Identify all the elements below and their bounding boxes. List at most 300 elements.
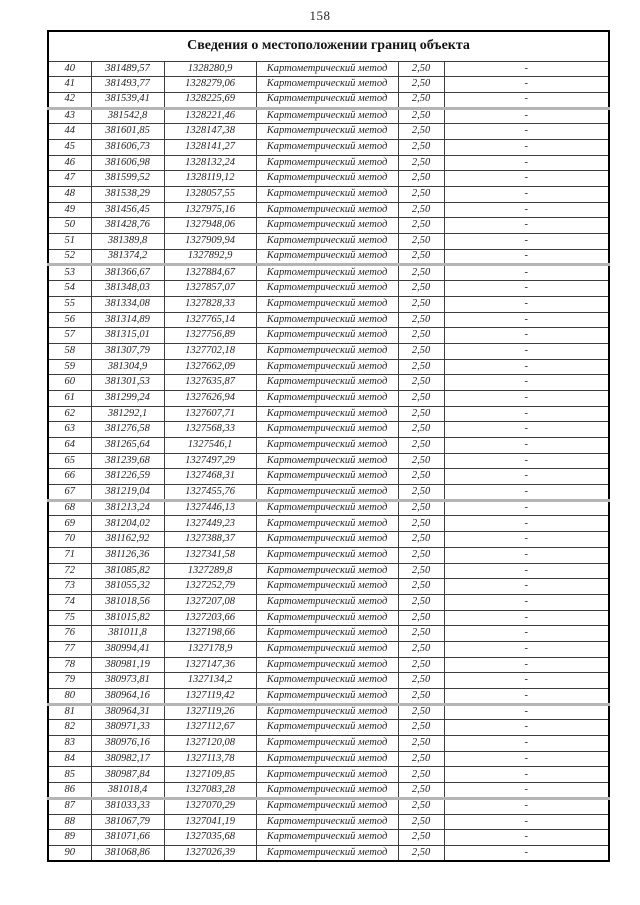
- method-cell: Картометрический метод: [256, 547, 398, 563]
- precision-cell: 2,50: [398, 312, 444, 328]
- coord-y-cell: 1327892,9: [164, 249, 256, 265]
- coord-y-cell: 1327178,9: [164, 641, 256, 657]
- precision-cell: 2,50: [398, 814, 444, 830]
- coord-y-cell: 1327207,08: [164, 594, 256, 610]
- method-cell: Картометрический метод: [256, 375, 398, 391]
- method-cell: Картометрический метод: [256, 202, 398, 218]
- table-row: [48, 343, 609, 359]
- note-cell: -: [444, 108, 609, 124]
- note-cell: -: [444, 689, 609, 705]
- method-cell: Картометрический метод: [256, 265, 398, 281]
- note-cell: -: [444, 673, 609, 689]
- table-row: [48, 453, 609, 469]
- coord-y-cell: 1327134,2: [164, 673, 256, 689]
- precision-cell: 2,50: [398, 249, 444, 265]
- point-number-cell: 64: [48, 438, 91, 454]
- precision-cell: 2,50: [398, 171, 444, 187]
- coord-x-cell: 381299,24: [91, 390, 164, 406]
- table-row: [48, 438, 609, 454]
- coord-x-cell: 381068,86: [91, 845, 164, 861]
- point-number-cell: 40: [48, 61, 91, 77]
- point-number-cell: 68: [48, 500, 91, 516]
- method-cell: Картометрический метод: [256, 422, 398, 438]
- coord-y-cell: 1327468,31: [164, 469, 256, 485]
- table-row: [48, 61, 609, 77]
- coord-x-cell: 381018,4: [91, 783, 164, 799]
- coord-x-cell: 381276,58: [91, 422, 164, 438]
- point-number-cell: 67: [48, 485, 91, 501]
- coord-x-cell: 381071,66: [91, 830, 164, 846]
- point-number-cell: 87: [48, 798, 91, 814]
- coord-y-cell: 1327635,87: [164, 375, 256, 391]
- coord-y-cell: 1327198,66: [164, 626, 256, 642]
- method-cell: Картометрический метод: [256, 673, 398, 689]
- table-row: [48, 798, 609, 814]
- coord-y-cell: 1327203,66: [164, 610, 256, 626]
- note-cell: -: [444, 171, 609, 187]
- note-cell: -: [444, 500, 609, 516]
- note-cell: -: [444, 814, 609, 830]
- note-cell: -: [444, 249, 609, 265]
- point-number-cell: 89: [48, 830, 91, 846]
- coord-x-cell: 381374,2: [91, 249, 164, 265]
- note-cell: -: [444, 343, 609, 359]
- note-cell: -: [444, 704, 609, 720]
- note-cell: -: [444, 516, 609, 532]
- precision-cell: 2,50: [398, 265, 444, 281]
- method-cell: Картометрический метод: [256, 406, 398, 422]
- method-cell: Картометрический метод: [256, 783, 398, 799]
- note-cell: -: [444, 798, 609, 814]
- table-row: [48, 469, 609, 485]
- point-number-cell: 72: [48, 563, 91, 579]
- coord-y-cell: 1327119,26: [164, 704, 256, 720]
- coord-y-cell: 1328279,06: [164, 77, 256, 93]
- coord-y-cell: 1327388,37: [164, 532, 256, 548]
- note-cell: -: [444, 375, 609, 391]
- point-number-cell: 43: [48, 108, 91, 124]
- precision-cell: 2,50: [398, 547, 444, 563]
- note-cell: -: [444, 312, 609, 328]
- precision-cell: 2,50: [398, 155, 444, 171]
- note-cell: -: [444, 720, 609, 736]
- note-cell: -: [444, 594, 609, 610]
- point-number-cell: 46: [48, 155, 91, 171]
- table-row: [48, 767, 609, 783]
- coord-y-cell: 1327449,23: [164, 516, 256, 532]
- precision-cell: 2,50: [398, 736, 444, 752]
- method-cell: Картометрический метод: [256, 328, 398, 344]
- point-number-cell: 83: [48, 736, 91, 752]
- precision-cell: 2,50: [398, 720, 444, 736]
- precision-cell: 2,50: [398, 673, 444, 689]
- precision-cell: 2,50: [398, 657, 444, 673]
- coord-x-cell: 381304,9: [91, 359, 164, 375]
- method-cell: Картометрический метод: [256, 579, 398, 595]
- point-number-cell: 82: [48, 720, 91, 736]
- table-row: [48, 312, 609, 328]
- table-row: [48, 689, 609, 705]
- point-number-cell: 86: [48, 783, 91, 799]
- coord-x-cell: 381601,85: [91, 124, 164, 140]
- method-cell: Картометрический метод: [256, 92, 398, 108]
- table-row: [48, 673, 609, 689]
- table-row: [48, 814, 609, 830]
- coord-y-cell: 1327546,1: [164, 438, 256, 454]
- table-row: [48, 124, 609, 140]
- method-cell: Картометрический метод: [256, 720, 398, 736]
- table-row: [48, 736, 609, 752]
- coord-x-cell: 381213,24: [91, 500, 164, 516]
- precision-cell: 2,50: [398, 77, 444, 93]
- point-number-cell: 45: [48, 139, 91, 155]
- coord-y-cell: 1327112,67: [164, 720, 256, 736]
- note-cell: -: [444, 438, 609, 454]
- table-row: [48, 359, 609, 375]
- table-row: [48, 234, 609, 250]
- point-number-cell: 59: [48, 359, 91, 375]
- precision-cell: 2,50: [398, 390, 444, 406]
- table-row: [48, 171, 609, 187]
- note-cell: -: [444, 830, 609, 846]
- method-cell: Картометрический метод: [256, 830, 398, 846]
- coord-x-cell: 381315,01: [91, 328, 164, 344]
- point-number-cell: 84: [48, 751, 91, 767]
- note-cell: -: [444, 406, 609, 422]
- method-cell: Картометрический метод: [256, 845, 398, 861]
- table-row: [48, 641, 609, 657]
- precision-cell: 2,50: [398, 641, 444, 657]
- note-cell: -: [444, 422, 609, 438]
- method-cell: Картометрический метод: [256, 312, 398, 328]
- point-number-cell: 80: [48, 689, 91, 705]
- coord-y-cell: 1327026,39: [164, 845, 256, 861]
- coord-y-cell: 1327884,67: [164, 265, 256, 281]
- point-number-cell: 48: [48, 187, 91, 203]
- coord-x-cell: 381226,59: [91, 469, 164, 485]
- precision-cell: 2,50: [398, 626, 444, 642]
- method-cell: Картометрический метод: [256, 61, 398, 77]
- precision-cell: 2,50: [398, 469, 444, 485]
- coord-y-cell: 1328057,55: [164, 187, 256, 203]
- table-row: [48, 202, 609, 218]
- coord-y-cell: 1327607,71: [164, 406, 256, 422]
- precision-cell: 2,50: [398, 453, 444, 469]
- note-cell: -: [444, 845, 609, 861]
- method-cell: Картометрический метод: [256, 563, 398, 579]
- coord-x-cell: 380976,16: [91, 736, 164, 752]
- note-cell: -: [444, 610, 609, 626]
- point-number-cell: 51: [48, 234, 91, 250]
- precision-cell: 2,50: [398, 139, 444, 155]
- coord-y-cell: 1327041,19: [164, 814, 256, 830]
- table-row: [48, 77, 609, 93]
- coord-y-cell: 1327857,07: [164, 281, 256, 297]
- table-row: [48, 406, 609, 422]
- point-number-cell: 53: [48, 265, 91, 281]
- coord-x-cell: 381348,03: [91, 281, 164, 297]
- coord-x-cell: 380973,81: [91, 673, 164, 689]
- point-number-cell: 60: [48, 375, 91, 391]
- table-title: Сведения о местоположении границ объекта: [48, 31, 609, 61]
- note-cell: -: [444, 390, 609, 406]
- table-row: [48, 626, 609, 642]
- table-row: [48, 155, 609, 171]
- method-cell: Картометрический метод: [256, 469, 398, 485]
- table-row: [48, 830, 609, 846]
- precision-cell: 2,50: [398, 689, 444, 705]
- coord-x-cell: 381033,33: [91, 798, 164, 814]
- precision-cell: 2,50: [398, 594, 444, 610]
- coord-x-cell: 381428,76: [91, 218, 164, 234]
- coord-y-cell: 1327975,16: [164, 202, 256, 218]
- method-cell: Картометрический метод: [256, 594, 398, 610]
- coord-y-cell: 1328280,9: [164, 61, 256, 77]
- point-number-cell: 49: [48, 202, 91, 218]
- table-row: [48, 92, 609, 108]
- coord-y-cell: 1327119,42: [164, 689, 256, 705]
- coord-y-cell: 1327109,85: [164, 767, 256, 783]
- coord-x-cell: 380994,41: [91, 641, 164, 657]
- table-row: [48, 579, 609, 595]
- method-cell: Картометрический метод: [256, 281, 398, 297]
- table-row: [48, 422, 609, 438]
- precision-cell: 2,50: [398, 61, 444, 77]
- coord-x-cell: 381542,8: [91, 108, 164, 124]
- coord-y-cell: 1327756,89: [164, 328, 256, 344]
- note-cell: -: [444, 453, 609, 469]
- coord-x-cell: 381314,89: [91, 312, 164, 328]
- table-row: [48, 500, 609, 516]
- coord-x-cell: 381015,82: [91, 610, 164, 626]
- precision-cell: 2,50: [398, 783, 444, 799]
- table-row: [48, 375, 609, 391]
- precision-cell: 2,50: [398, 187, 444, 203]
- table-row: [48, 218, 609, 234]
- table-row: [48, 563, 609, 579]
- coord-y-cell: 1327702,18: [164, 343, 256, 359]
- precision-cell: 2,50: [398, 281, 444, 297]
- method-cell: Картометрический метод: [256, 798, 398, 814]
- precision-cell: 2,50: [398, 579, 444, 595]
- method-cell: Картометрический метод: [256, 657, 398, 673]
- point-number-cell: 63: [48, 422, 91, 438]
- table-row: [48, 547, 609, 563]
- precision-cell: 2,50: [398, 375, 444, 391]
- coord-y-cell: 1328147,38: [164, 124, 256, 140]
- coord-x-cell: 381456,45: [91, 202, 164, 218]
- page-number: 158: [309, 8, 331, 23]
- point-number-cell: 66: [48, 469, 91, 485]
- note-cell: -: [444, 187, 609, 203]
- table-row: [48, 720, 609, 736]
- method-cell: Картометрический метод: [256, 704, 398, 720]
- point-number-cell: 65: [48, 453, 91, 469]
- method-cell: Картометрический метод: [256, 234, 398, 250]
- method-cell: Картометрический метод: [256, 500, 398, 516]
- coord-y-cell: 1327828,33: [164, 296, 256, 312]
- note-cell: -: [444, 359, 609, 375]
- note-cell: -: [444, 281, 609, 297]
- coord-x-cell: 381292,1: [91, 406, 164, 422]
- precision-cell: 2,50: [398, 92, 444, 108]
- precision-cell: 2,50: [398, 563, 444, 579]
- precision-cell: 2,50: [398, 516, 444, 532]
- coord-y-cell: 1328119,12: [164, 171, 256, 187]
- coord-x-cell: 380987,84: [91, 767, 164, 783]
- precision-cell: 2,50: [398, 830, 444, 846]
- note-cell: -: [444, 139, 609, 155]
- point-number-cell: 79: [48, 673, 91, 689]
- table-title-row: [48, 31, 609, 61]
- note-cell: -: [444, 767, 609, 783]
- note-cell: -: [444, 124, 609, 140]
- coord-y-cell: 1328225,69: [164, 92, 256, 108]
- point-number-cell: 52: [48, 249, 91, 265]
- point-number-cell: 42: [48, 92, 91, 108]
- point-number-cell: 78: [48, 657, 91, 673]
- precision-cell: 2,50: [398, 845, 444, 861]
- coord-y-cell: 1327341,58: [164, 547, 256, 563]
- coord-y-cell: 1327035,68: [164, 830, 256, 846]
- method-cell: Картометрический метод: [256, 516, 398, 532]
- precision-cell: 2,50: [398, 202, 444, 218]
- point-number-cell: 62: [48, 406, 91, 422]
- coord-y-cell: 1328221,46: [164, 108, 256, 124]
- point-number-cell: 85: [48, 767, 91, 783]
- note-cell: -: [444, 92, 609, 108]
- coord-y-cell: 1328132,24: [164, 155, 256, 171]
- coord-y-cell: 1327626,94: [164, 390, 256, 406]
- point-number-cell: 73: [48, 579, 91, 595]
- table-row: [48, 845, 609, 861]
- coord-x-cell: 381366,67: [91, 265, 164, 281]
- coord-x-cell: 381162,92: [91, 532, 164, 548]
- note-cell: -: [444, 641, 609, 657]
- precision-cell: 2,50: [398, 328, 444, 344]
- coord-x-cell: 381301,53: [91, 375, 164, 391]
- coord-x-cell: 381599,52: [91, 171, 164, 187]
- coord-x-cell: 381018,56: [91, 594, 164, 610]
- coord-x-cell: 381493,77: [91, 77, 164, 93]
- note-cell: -: [444, 563, 609, 579]
- point-number-cell: 69: [48, 516, 91, 532]
- method-cell: Картометрический метод: [256, 187, 398, 203]
- point-number-cell: 44: [48, 124, 91, 140]
- note-cell: -: [444, 751, 609, 767]
- precision-cell: 2,50: [398, 108, 444, 124]
- precision-cell: 2,50: [398, 767, 444, 783]
- coord-x-cell: 380964,31: [91, 704, 164, 720]
- method-cell: Картометрический метод: [256, 171, 398, 187]
- precision-cell: 2,50: [398, 532, 444, 548]
- precision-cell: 2,50: [398, 798, 444, 814]
- method-cell: Картометрический метод: [256, 689, 398, 705]
- point-number-cell: 57: [48, 328, 91, 344]
- coord-x-cell: 381307,79: [91, 343, 164, 359]
- precision-cell: 2,50: [398, 438, 444, 454]
- method-cell: Картометрический метод: [256, 736, 398, 752]
- coord-x-cell: 381067,79: [91, 814, 164, 830]
- coord-x-cell: 381011,8: [91, 626, 164, 642]
- point-number-cell: 50: [48, 218, 91, 234]
- table-row: [48, 328, 609, 344]
- table-row: [48, 516, 609, 532]
- coord-y-cell: 1327120,08: [164, 736, 256, 752]
- coord-x-cell: 381389,8: [91, 234, 164, 250]
- table-row: [48, 704, 609, 720]
- note-cell: -: [444, 155, 609, 171]
- method-cell: Картометрический метод: [256, 124, 398, 140]
- point-number-cell: 54: [48, 281, 91, 297]
- point-number-cell: 77: [48, 641, 91, 657]
- coord-y-cell: 1327083,28: [164, 783, 256, 799]
- point-number-cell: 90: [48, 845, 91, 861]
- point-number-cell: 81: [48, 704, 91, 720]
- note-cell: -: [444, 532, 609, 548]
- point-number-cell: 88: [48, 814, 91, 830]
- coord-y-cell: 1327568,33: [164, 422, 256, 438]
- note-cell: -: [444, 328, 609, 344]
- table-row: [48, 390, 609, 406]
- method-cell: Картометрический метод: [256, 296, 398, 312]
- coord-x-cell: 381334,08: [91, 296, 164, 312]
- precision-cell: 2,50: [398, 406, 444, 422]
- coord-y-cell: 1327446,13: [164, 500, 256, 516]
- precision-cell: 2,50: [398, 485, 444, 501]
- precision-cell: 2,50: [398, 296, 444, 312]
- coord-x-cell: 381538,29: [91, 187, 164, 203]
- point-number-cell: 61: [48, 390, 91, 406]
- note-cell: -: [444, 469, 609, 485]
- precision-cell: 2,50: [398, 704, 444, 720]
- point-number-cell: 55: [48, 296, 91, 312]
- precision-cell: 2,50: [398, 343, 444, 359]
- coord-x-cell: 381265,64: [91, 438, 164, 454]
- coord-y-cell: 1327289,8: [164, 563, 256, 579]
- boundary-points-table: [47, 30, 610, 862]
- method-cell: Картометрический метод: [256, 453, 398, 469]
- note-cell: -: [444, 547, 609, 563]
- coord-x-cell: 381539,41: [91, 92, 164, 108]
- note-cell: -: [444, 77, 609, 93]
- note-cell: -: [444, 202, 609, 218]
- coord-x-cell: 381204,02: [91, 516, 164, 532]
- note-cell: -: [444, 218, 609, 234]
- coord-y-cell: 1327455,76: [164, 485, 256, 501]
- note-cell: -: [444, 265, 609, 281]
- coord-y-cell: 1327147,36: [164, 657, 256, 673]
- coord-y-cell: 1327948,06: [164, 218, 256, 234]
- point-number-cell: 74: [48, 594, 91, 610]
- note-cell: -: [444, 485, 609, 501]
- note-cell: -: [444, 234, 609, 250]
- method-cell: Картометрический метод: [256, 108, 398, 124]
- precision-cell: 2,50: [398, 359, 444, 375]
- table-row: [48, 265, 609, 281]
- coord-y-cell: 1327252,79: [164, 579, 256, 595]
- method-cell: Картометрический метод: [256, 438, 398, 454]
- method-cell: Картометрический метод: [256, 343, 398, 359]
- point-number-cell: 41: [48, 77, 91, 93]
- coord-y-cell: 1327070,29: [164, 798, 256, 814]
- method-cell: Картометрический метод: [256, 767, 398, 783]
- coord-x-cell: 380982,17: [91, 751, 164, 767]
- coord-y-cell: 1328141,27: [164, 139, 256, 155]
- coord-y-cell: 1327113,78: [164, 751, 256, 767]
- coord-x-cell: 380981,19: [91, 657, 164, 673]
- table-row: [48, 751, 609, 767]
